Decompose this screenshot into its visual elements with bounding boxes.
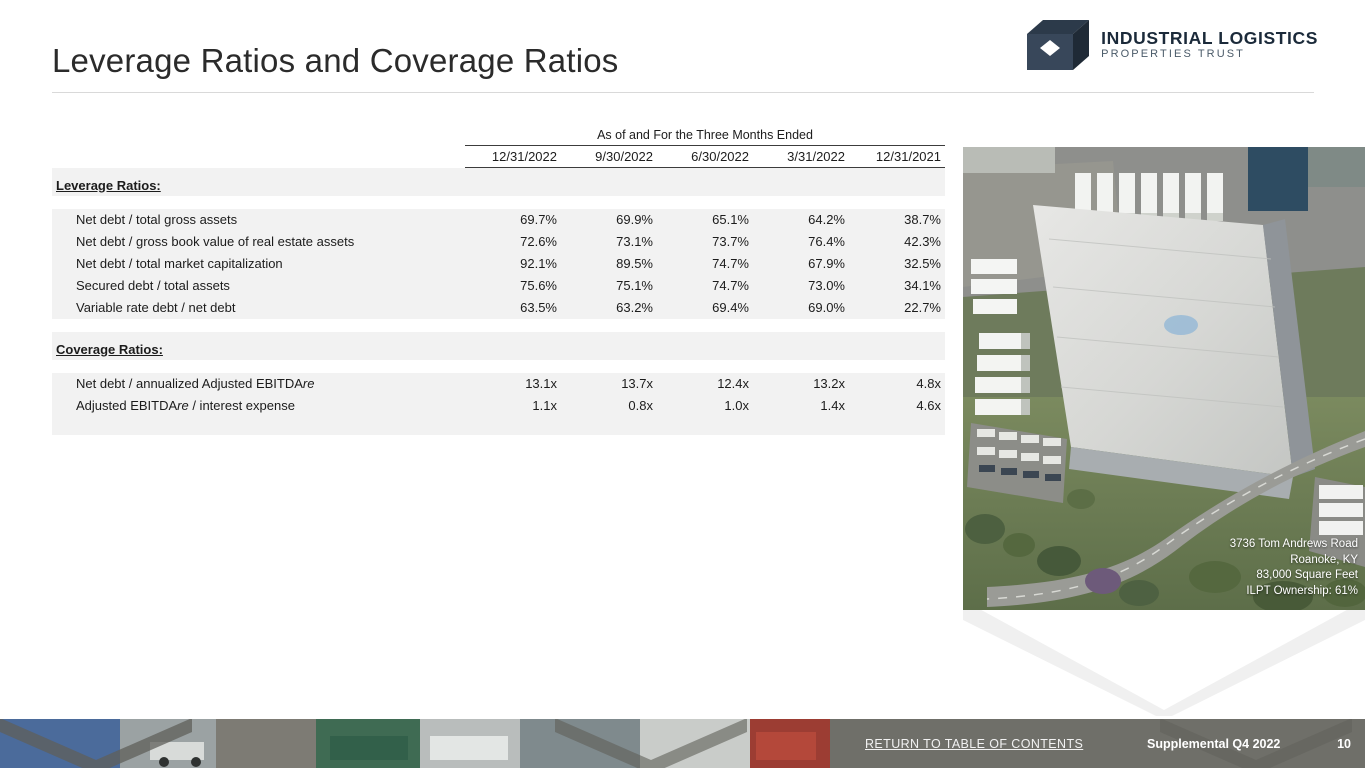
property-photo xyxy=(963,147,1365,610)
row-value: 65.1% xyxy=(657,209,753,231)
column-header: 12/31/2021 xyxy=(849,146,945,168)
row-value: 64.2% xyxy=(753,209,849,231)
row-value: 42.3% xyxy=(849,231,945,253)
row-label-text: Adjusted EBITDAre / interest expense xyxy=(76,398,295,413)
row-label: Net debt / total gross assets xyxy=(52,209,465,231)
row-value: 75.1% xyxy=(561,275,657,297)
section-fill xyxy=(465,332,561,360)
section-fill xyxy=(657,332,753,360)
caption-ownership: ILPT Ownership: 61% xyxy=(1246,584,1358,597)
row-value: 34.1% xyxy=(849,275,945,297)
row-value: 74.7% xyxy=(657,253,753,275)
spacer-cell xyxy=(52,360,945,373)
photo-caption xyxy=(1230,537,1358,599)
section-fill xyxy=(849,168,945,196)
row-value: 4.8x xyxy=(849,373,945,395)
section-fill xyxy=(657,168,753,196)
row-label: Net debt / gross book value of real estate assets xyxy=(52,231,465,253)
row-value: 92.1% xyxy=(465,253,561,275)
table-row xyxy=(52,395,945,417)
span-header-label: As of and For the Three Months Ended xyxy=(465,128,945,146)
row-value: 13.7x xyxy=(561,373,657,395)
supplemental-label: Supplemental Q4 2022 xyxy=(1147,737,1281,751)
column-header: 12/31/2022 xyxy=(465,146,561,168)
row-label: Variable rate debt / net debt xyxy=(52,297,465,319)
table-row xyxy=(52,253,945,275)
chevron-decoration xyxy=(963,600,1365,720)
table-header-row xyxy=(52,146,945,168)
diamond-logo-icon xyxy=(1027,20,1089,70)
row-value: 73.1% xyxy=(561,231,657,253)
table-row xyxy=(52,373,945,395)
row-value: 1.4x xyxy=(753,395,849,417)
caption-address: 3736 Tom Andrews Road xyxy=(1229,538,1358,550)
tail-cell xyxy=(52,417,945,435)
row-value: 69.0% xyxy=(753,297,849,319)
return-to-table-of-contents-link[interactable]: RETURN TO TABLE OF CONTENTS xyxy=(865,737,1084,751)
row-value: 73.7% xyxy=(657,231,753,253)
row-value: 73.0% xyxy=(753,275,849,297)
page-title: Leverage Ratios and Coverage Ratios xyxy=(52,42,619,79)
title-divider xyxy=(52,92,1314,93)
row-value: 13.1x xyxy=(465,373,561,395)
spacer-row xyxy=(52,196,945,209)
page-number: 10 xyxy=(1337,737,1351,751)
ratios-table xyxy=(52,128,945,435)
column-header: 3/31/2022 xyxy=(753,146,849,168)
caption-size: 83,000 Square Feet xyxy=(1256,569,1358,581)
column-header: 6/30/2022 xyxy=(657,146,753,168)
section-fill xyxy=(753,168,849,196)
row-value: 1.0x xyxy=(657,395,753,417)
row-label: Net debt / total market capitalization xyxy=(52,253,465,275)
table-row xyxy=(52,209,945,231)
caption-city: Roanoke, KY xyxy=(1290,553,1358,566)
row-label xyxy=(52,373,465,395)
row-label xyxy=(52,395,465,417)
spacer-cell xyxy=(52,128,465,146)
section-fill xyxy=(561,168,657,196)
row-value: 1.1x xyxy=(465,395,561,417)
row-value: 69.7% xyxy=(465,209,561,231)
row-value: 67.9% xyxy=(753,253,849,275)
table-row xyxy=(52,275,945,297)
row-label: Secured debt / total assets xyxy=(52,275,465,297)
table-span-header-row xyxy=(52,128,945,146)
ratios-table-container xyxy=(52,128,945,435)
logo-line-1: INDUSTRIAL LOGISTICS xyxy=(1101,28,1318,49)
row-value: 74.7% xyxy=(657,275,753,297)
section-fill xyxy=(561,332,657,360)
row-value: 38.7% xyxy=(849,209,945,231)
spacer-cell xyxy=(52,319,945,332)
spacer-cell xyxy=(52,196,945,209)
section-fill xyxy=(753,332,849,360)
section-title: Leverage Ratios: xyxy=(52,168,465,196)
row-value: 89.5% xyxy=(561,253,657,275)
row-value: 69.4% xyxy=(657,297,753,319)
column-header: 9/30/2022 xyxy=(561,146,657,168)
row-value: 63.2% xyxy=(561,297,657,319)
row-value: 72.6% xyxy=(465,231,561,253)
row-value: 69.9% xyxy=(561,209,657,231)
section-fill xyxy=(465,168,561,196)
slide-footer xyxy=(0,716,1365,768)
row-value: 4.6x xyxy=(849,395,945,417)
row-label-text: Net debt / annualized Adjusted EBITDAre xyxy=(76,376,315,391)
row-value: 75.6% xyxy=(465,275,561,297)
spacer-row xyxy=(52,360,945,373)
table-row xyxy=(52,231,945,253)
row-value: 13.2x xyxy=(753,373,849,395)
row-value: 63.5% xyxy=(465,297,561,319)
section-title: Coverage Ratios: xyxy=(52,332,465,360)
section-header-row xyxy=(52,332,945,360)
row-value: 0.8x xyxy=(561,395,657,417)
header-blank xyxy=(52,146,465,168)
company-logo xyxy=(1027,20,1318,70)
row-value: 12.4x xyxy=(657,373,753,395)
row-value: 22.7% xyxy=(849,297,945,319)
footer-top-rule xyxy=(0,716,1365,719)
row-value: 32.5% xyxy=(849,253,945,275)
table-row xyxy=(52,297,945,319)
spacer-row xyxy=(52,319,945,332)
section-header-row xyxy=(52,168,945,196)
logo-text xyxy=(1101,29,1318,61)
row-value: 76.4% xyxy=(753,231,849,253)
section-fill xyxy=(849,332,945,360)
table-footer-band xyxy=(52,417,945,435)
logo-line-2: PROPERTIES TRUST xyxy=(1101,48,1245,61)
